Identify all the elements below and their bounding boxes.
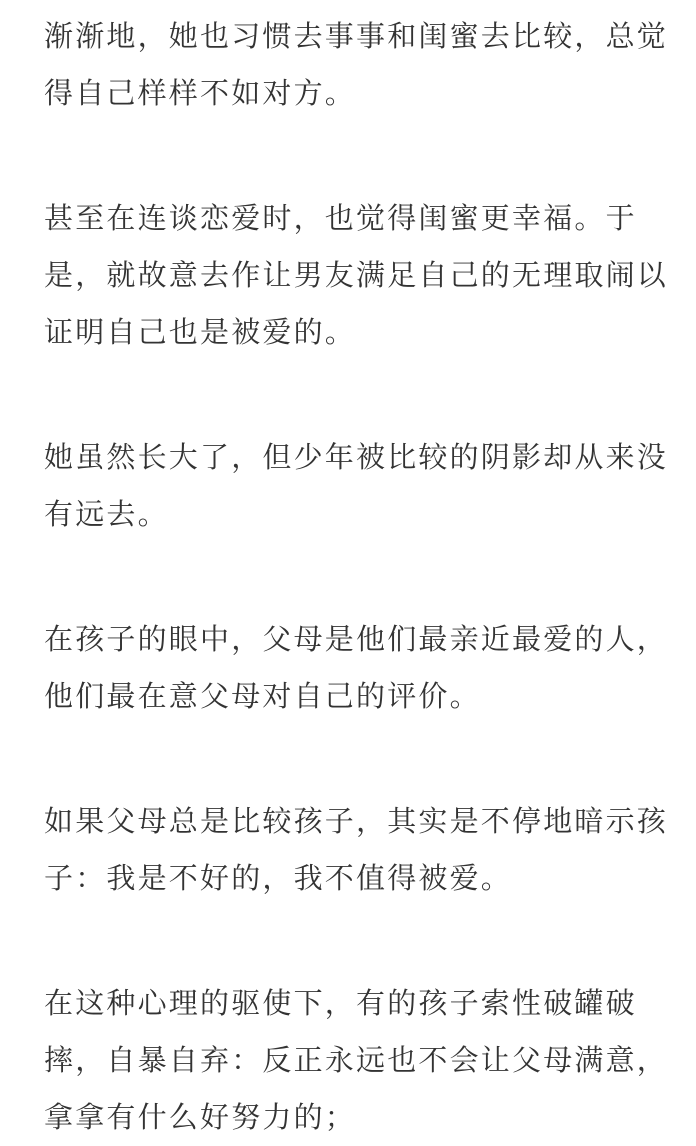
paragraph-line: 她虽然长大了，但少年被比较的阴影却从来没	[44, 440, 669, 474]
paragraph-line: 证明自己也是被爱的。	[44, 315, 357, 349]
paragraph-line: 得自己样样不如对方。	[44, 76, 357, 110]
paragraph-line: 如果父母总是比较孩子，其实是不停地暗示孩	[44, 804, 669, 838]
paragraph-line: 是，就故意去作让男友满足自己的无理取闹以	[44, 258, 669, 292]
paragraph-3	[44, 429, 669, 543]
paragraph-line: 摔，自暴自弃：反正永远也不会让父母满意，	[44, 1043, 669, 1077]
paragraph-6	[44, 975, 669, 1146]
paragraph-line: 他们最在意父母对自己的评价。	[44, 679, 481, 713]
paragraph-line: 子：我是不好的，我不值得被爱。	[44, 861, 513, 895]
paragraph-line: 有远去。	[44, 497, 169, 531]
paragraph-2	[44, 190, 669, 361]
paragraph-1	[44, 8, 669, 122]
paragraph-4	[44, 611, 669, 725]
paragraph-line: 拿拿有什么好努力的；	[44, 1100, 357, 1134]
paragraph-line: 渐渐地，她也习惯去事事和闺蜜去比较，总觉	[44, 19, 669, 53]
paragraph-line: 在这种心理的驱使下，有的孩子索性破罐破	[44, 986, 637, 1020]
paragraph-line: 甚至在连谈恋爱时，也觉得闺蜜更幸福。于	[44, 201, 637, 235]
paragraph-line: 在孩子的眼中，父母是他们最亲近最爱的人，	[44, 622, 669, 656]
paragraph-5	[44, 793, 669, 907]
